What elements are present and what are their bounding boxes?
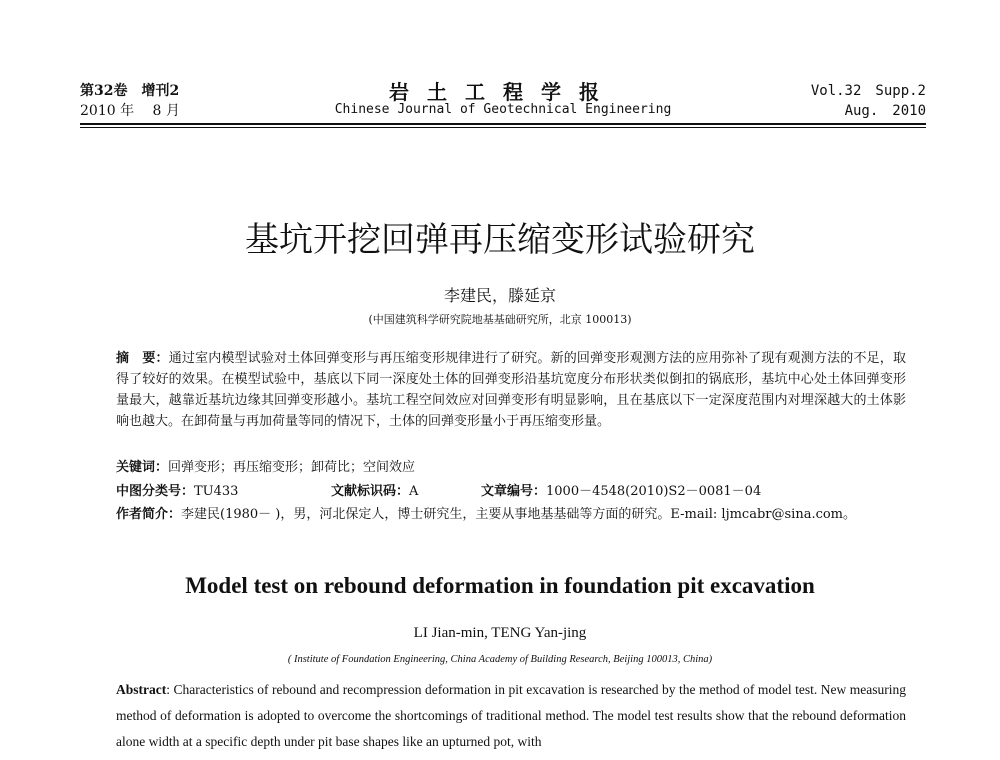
affiliation-en: ( Institute of Foundation Engineering, China Academy of Building Research, Beijing 100013, China) — [287, 654, 713, 665]
abstract-en-label: Abstract — [116, 682, 167, 697]
article-number-label: 文章编号： — [481, 484, 547, 499]
abstract-cn-text: 通过室内模型试验对土体回弹变形与再压缩变形规律进行了研究。新的回弹变形观测方法的应用弥补了现有观测方法的不足，取得了较好的效果。在模型试验中，基底以下同一深度处土体的回弹变形沿基坑宽度分布形状类似倒扣的锅底形，基坑中心处土体回弹变形量最大，越靠近基坑边缘其回弹变形越小。基坑工程空间效应对回弹变形有明显影响，且在基底以下一定深度范围内对埋深越大的土体影响也越大。在卸荷量与再加荷量等同的情况下，土体的回弹变形量小于再压缩变形量。 — [116, 351, 906, 429]
header-rule-thick — [80, 123, 926, 125]
abstract-cn-label: 摘 要： — [116, 351, 169, 366]
header-rule-thin — [80, 127, 926, 128]
article-number: 1000－4548(2010)S2－0081－04 — [546, 484, 762, 499]
keywords-cn — [116, 456, 906, 475]
doc-code: A — [409, 484, 419, 499]
publication-date-cn: 2010 年 8 月 — [80, 103, 180, 119]
journal-name-cn: 岩土工程学报 — [389, 80, 617, 104]
clc-label: 中图分类号： — [116, 484, 195, 499]
authors-cn: 李建民，滕延京 — [443, 286, 556, 305]
paper-title-cn: 基坑开挖回弹再压缩变形试验研究 — [245, 220, 755, 260]
abstract-cn — [116, 348, 906, 432]
keywords-cn-text: 回弹变形；再压缩变形；卸荷比；空间效应 — [168, 460, 416, 475]
affiliation-cn: (中国建筑科学研究院地基基础研究所，北京 100013) — [368, 313, 632, 326]
author-bio-label: 作者简介： — [116, 507, 182, 522]
author-bio — [116, 503, 906, 522]
volume-supp-en: Vol.32 Supp.2 — [810, 83, 926, 99]
authors-en: LI Jian-min, TENG Yan-jing — [413, 625, 587, 641]
abstract-en — [116, 677, 906, 755]
publication-date-en: Aug. 2010 — [844, 103, 926, 119]
abstract-en-text: : Characteristics of rebound and recompression deformation in pit excavation is researched by the method of model test. New measuring method of deformation is adopted to overcome the shortcomings of traditional method. The model test results show that the rebound deformation alone width at a specific depth under pit base shapes like an upturned pot, with — [116, 682, 906, 749]
author-bio-text: 李建民(1980－ )，男，河北保定人，博士研究生，主要从事地基基础等方面的研究。E-mail: ljmcabr@sina.com。 — [181, 507, 857, 522]
journal-name-en: Chinese Journal of Geotechnical Engineering — [334, 102, 672, 117]
doc-code-label: 文献标识码： — [331, 484, 410, 499]
paper-title-en: Model test on rebound deformation in foundation pit excavation — [185, 573, 815, 598]
classification-line — [116, 480, 906, 499]
clc-code: TU433 — [194, 484, 239, 499]
journal-header — [80, 76, 926, 126]
volume-issue: 第32卷 增刊2 — [80, 83, 180, 99]
keywords-cn-label: 关键词： — [116, 460, 169, 475]
